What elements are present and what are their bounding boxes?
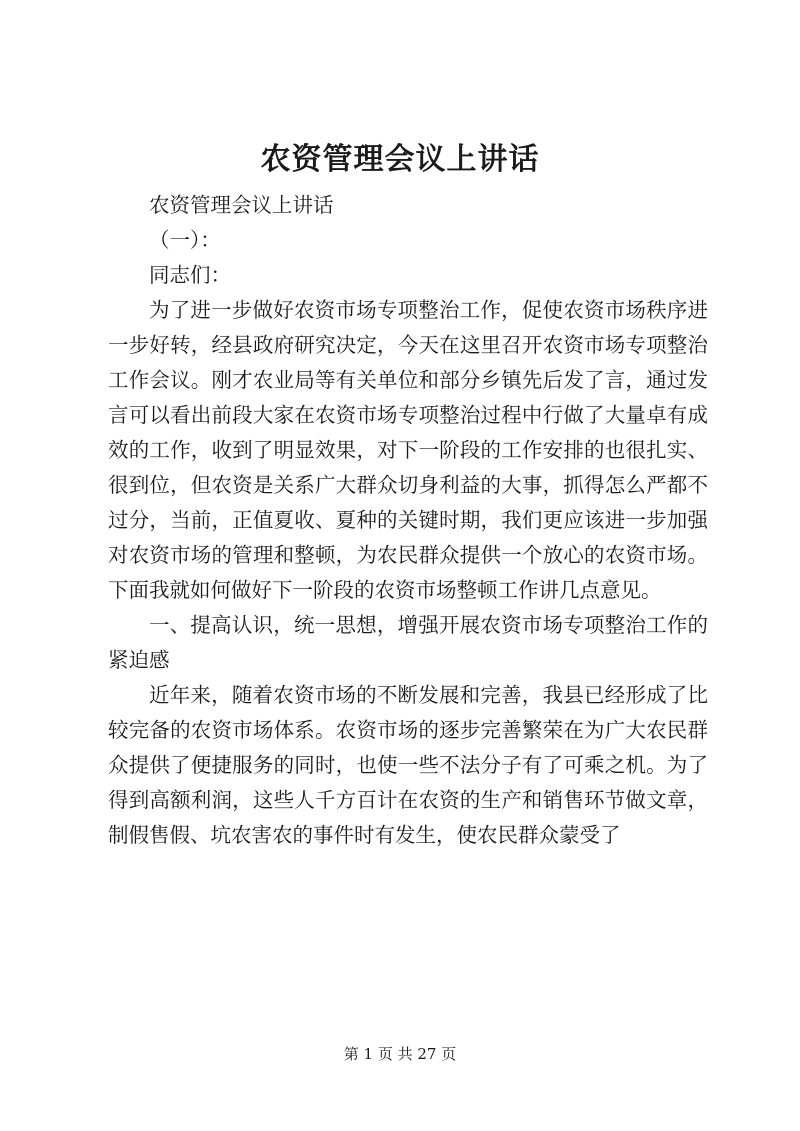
document-title: 农资管理会议上讲话 <box>260 142 540 177</box>
paragraph-intro: 为了进一步做好农资市场专项整治工作，促使农资市场秩序进一步好转，经县政府研究决定，今天在这里召开农资市场专项整治工作会议。刚才农业局等有关单位和部分乡镇先后发了言，通过发言可以看出前段大家在农资市场专项整治过程中行做了大量卓有成效的工作，收到了明显效果，对下一阶段的工作安排的也很扎实、很到位，但农资是关系广大群众切身利益的大事，抓得怎么严都不过分，当前，正值夏收、夏种的关键时期，我们更应该进一步加强对农资市场的管理和整顿，为农民群众提供一个放心的农资市场。下面我就如何做好下一阶段的农资市场整顿工作讲几点意见。 <box>108 298 708 602</box>
document-body <box>108 188 708 853</box>
paragraph-body-1: 近年来，随着农资市场的不断发展和完善，我县已经形成了比较完备的农资市场体系。农资市场的逐步完善繁荣在为广大农民群众提供了便捷服务的同时，也使一些不法分子有了可乘之机。为了得到高额利润，这些人千方百计在农资的生产和销售环节做文章，制假售假、坑农害农的事件时有发生，使农民群众蒙受了 <box>108 683 708 847</box>
page-footer: 第 1 页 共 27 页 <box>343 1045 457 1063</box>
paragraph-section-number: （一）： <box>149 228 221 252</box>
paragraph-subtitle: 农资管理会议上讲话 <box>149 193 334 217</box>
paragraph-salutation: 同志们： <box>149 263 231 287</box>
paragraph-heading-1: 一、提高认识，统一思想，增强开展农资市场专项整治工作的紧迫感 <box>108 613 708 672</box>
